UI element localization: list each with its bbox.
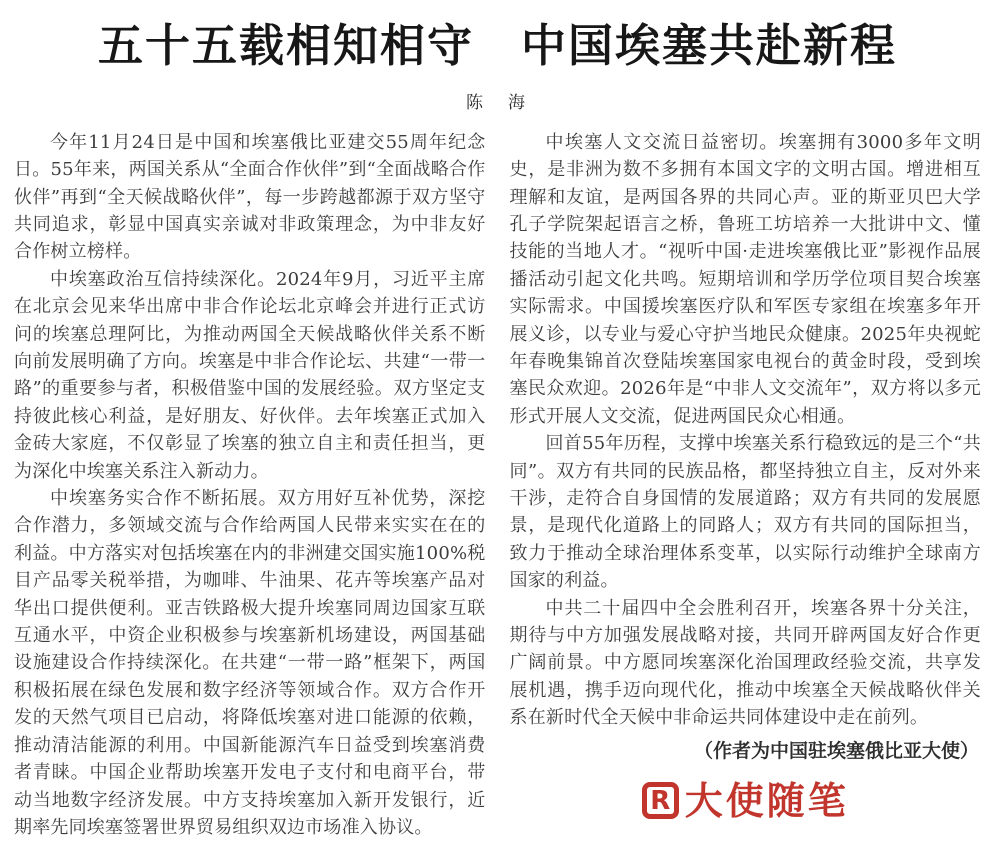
right-column [510, 129, 982, 841]
paragraph-5: 回首55年历程，支撑中埃塞关系行稳致远的是三个“共同”。双方有共同的民族品格，都坚持独立自主，反对外来干涉，走符合自身国情的发展道路；双方有共同的发展愿景，是现代化道路上的同路人；双方有共同的国际担当，致力于推动全球治理体系变革，以实际行动维护全球南方国家的利益。 [509, 433, 981, 592]
logo-r-badge-icon: R [642, 782, 679, 819]
article-author: 陈 海 [466, 92, 529, 113]
column-logo-label: 大使随笔 [684, 778, 849, 823]
paragraph-4: 中埃塞人文交流日益密切。埃塞拥有3000多年文明史，是非洲为数不多拥有本国文字的文明古国。增进相互理解和友谊，是两国各界的共同心声。亚的斯亚贝巴大学孔子学院架起语言之桥，鲁班工坊培养一大批讲中文、懂技能的当地人才。“视听中国·走进埃塞俄比亚”影视作品展播活动引起文化共鸣。短期培训和学历学位项目契合埃塞实际需求。中国援埃塞医疗队和军医专家组在埃塞多年开展义诊，以专业与爱心守护当地民众健康。2025年央视蛇年春晚集锦首次登陆埃塞国家电视台的黄金时段，受到埃塞民众欢迎。2026年是“中非人文交流年”，双方将以多元形式开展人文交流，促进两国民众心相通。 [509, 131, 981, 427]
paragraph-3: 中埃塞务实合作不断拓展。双方用好互补优势，深挖合作潜力，多领域交流与合作给两国人民带来实实在在的利益。中方落实对包括埃塞在内的非洲建交国实施100%税目产品零关税举措，为咖啡、牛油果、花卉等埃塞产品对华出口提供便利。亚吉铁路极大提升埃塞同周边国家互联互通水平，中资企业积极参与埃塞新机场建设，两国基础设施建设合作持续深化。在共建“一带一路”框架下，两国积极拓展在绿色发展和数字经济等领域合作。双方合作开发的天然气项目已启动，将降低埃塞对进口能源的依赖，推动清洁能源的利用。中国新能源汽车日益受到埃塞消费者青睐。中国企业帮助埃塞开发电子支付和电商平台，带动当地数字经济发展。中方支持埃塞加入新开发银行，近期率先同埃塞签署世界贸易组织双边市场准入协议。 [14, 488, 486, 838]
paragraph-1: 今年11月24日是中国和埃塞俄比亚建交55周年纪念日。55年来，两国关系从“全面合作伙伴”到“全面战略合作伙伴”再到“全天候战略伙伴”，每一步跨越都源于双方坚守共同追求，彰显中国真实亲诚对非政策理念，为中非友好合作树立榜样。 [14, 131, 486, 263]
column-logo [510, 778, 982, 823]
paragraph-2: 中埃塞政治互信持续深化。2024年9月，习近平主席在北京会见来华出席中非合作论坛北京峰会并进行正式访问的埃塞总理阿比，为推动两国全天候战略伙伴关系不断向前发展明确了方向。埃塞是中非合作论坛、共建“一带一路”的重要参与者，积极借鉴中国的发展经验。双方坚定支持彼此核心利益，是好朋友、好伙伴。去年埃塞正式加入金砖大家庭，不仅彰显了埃塞的独立自主和责任担当，更为深化中埃塞关系注入新动力。 [14, 268, 486, 482]
paragraph-6: 中共二十届四中全会胜利召开，埃塞各界十分关注，期待与中方加强发展战略对接，共同开辟两国友好合作更广阔前景。中方愿同埃塞深化治国理政经验交流，共享发展机遇，携手迈向现代化，推动中埃塞全天候战略伙伴关系在新时代全天候中非命运共同体建设中走在前列。 [509, 597, 981, 729]
article-body [10, 129, 985, 841]
author-attribution: （作者为中国驻埃塞俄比亚大使） [693, 739, 979, 762]
article-title: 五十五载相知相守 中国埃塞共赴新程 [97, 19, 897, 72]
left-column [14, 129, 486, 841]
